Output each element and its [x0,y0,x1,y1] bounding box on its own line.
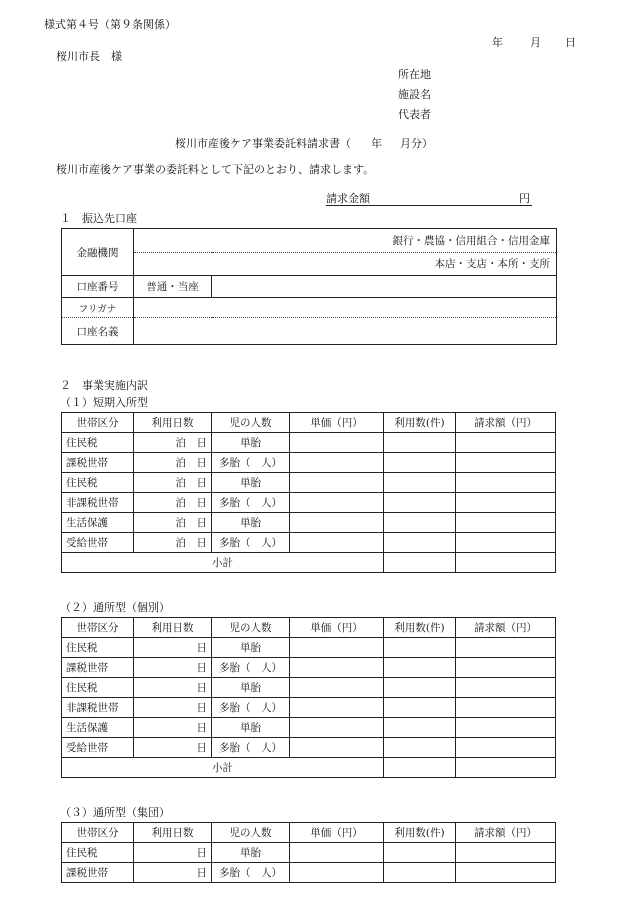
header-count: 利用数(件) [384,413,456,433]
facility-label: 施設名 [398,88,431,101]
days-cell: 日 [134,843,212,863]
header-count: 利用数(件) [384,823,456,843]
children-cell: 単胎 [212,843,290,863]
header-children: 児の人数 [212,618,290,638]
children-cell: 多胎（ 人） [212,453,290,473]
header-unit-price: 単価（円） [290,823,384,843]
table-row: 住民税 [62,433,134,453]
header-amount: 請求額（円） [456,823,556,843]
header-children: 児の人数 [212,413,290,433]
table-row: 受給世帯 [62,738,134,758]
days-cell: 泊 日 [134,513,212,533]
table-row: 課税世帯 [62,453,134,473]
form-number: 様式第４号（第９条関係） [44,18,176,31]
representative-label: 代表者 [398,108,431,121]
account-number-value [212,276,557,298]
days-cell: 日 [134,638,212,658]
days-cell: 泊 日 [134,453,212,473]
account-type: 普通・当座 [134,276,212,298]
account-name-value [134,318,557,345]
header-unit-price: 単価（円） [290,413,384,433]
amount-label: 請求金額 [326,192,370,205]
bank-types: 銀行・農協・信用組合・信用金庫 [134,229,557,253]
table-row: 住民税 [62,678,134,698]
header-amount: 請求額（円） [456,413,556,433]
table3-title: （３）通所型（集団） [60,806,170,819]
date-year: 年 [492,36,503,49]
header-days: 利用日数 [134,823,212,843]
title-main: 桜川市産後ケア事業委託料請求書（ [175,137,351,150]
children-cell: 多胎（ 人） [212,533,290,553]
table-row: 受給世帯 [62,533,134,553]
days-cell: 日 [134,698,212,718]
table-row: 生活保護 [62,513,134,533]
header-household: 世帯区分 [62,618,134,638]
header-household: 世帯区分 [62,413,134,433]
children-cell: 単胎 [212,718,290,738]
subtotal-label: 小計 [62,553,384,573]
table-row: 住民税 [62,638,134,658]
header-household: 世帯区分 [62,823,134,843]
header-days: 利用日数 [134,413,212,433]
children-cell: 単胎 [212,433,290,453]
furigana-label: フリガナ [62,298,134,318]
days-cell: 日 [134,658,212,678]
amount-line [326,190,532,206]
furigana-value [134,298,557,318]
days-cell: 泊 日 [134,433,212,453]
table-row: 非課税世帯 [62,698,134,718]
children-cell: 多胎（ 人） [212,698,290,718]
table-row: 生活保護 [62,718,134,738]
title-year: 年 [371,137,382,150]
table-row: 課税世帯 [62,658,134,678]
document-title [175,135,433,151]
short-stay-table [61,412,556,573]
children-cell: 多胎（ 人） [212,738,290,758]
table-row: 非課税世帯 [62,493,134,513]
children-cell: 多胎（ 人） [212,863,290,883]
days-cell: 日 [134,863,212,883]
title-month: 月分） [400,137,433,150]
children-cell: 多胎（ 人） [212,493,290,513]
subtotal-label: 小計 [62,758,384,778]
addressee: 桜川市長 様 [56,50,122,63]
date-month: 月 [530,36,541,49]
children-cell: 単胎 [212,638,290,658]
children-cell: 多胎（ 人） [212,658,290,678]
bank-account-table [61,228,557,345]
header-amount: 請求額（円） [456,618,556,638]
children-cell: 単胎 [212,513,290,533]
day-group-table [61,822,556,883]
days-cell: 泊 日 [134,533,212,553]
date-day: 日 [565,36,576,49]
table-row: 住民税 [62,473,134,493]
days-cell: 日 [134,738,212,758]
children-cell: 単胎 [212,473,290,493]
section2-heading: ２ 事業実施内訳 [60,379,148,392]
table1-title: （１）短期入所型 [60,396,148,409]
header-unit-price: 単価（円） [290,618,384,638]
account-name-label: 口座名義 [62,318,134,345]
intro-text: 桜川市産後ケア事業の委託料として下記のとおり、請求します。 [56,163,375,176]
table-row: 住民税 [62,843,134,863]
table-row: 課税世帯 [62,863,134,883]
header-days: 利用日数 [134,618,212,638]
days-cell: 日 [134,718,212,738]
branch-types: 本店・支店・本所・支所 [134,252,557,276]
bank-label: 金融機関 [62,229,134,276]
day-individual-table [61,617,556,778]
days-cell: 日 [134,678,212,698]
address-label: 所在地 [398,68,431,81]
account-number-label: 口座番号 [62,276,134,298]
amount-unit: 円 [519,192,530,205]
header-count: 利用数(件) [384,618,456,638]
table2-title: （２）通所型（個別） [60,601,170,614]
children-cell: 単胎 [212,678,290,698]
days-cell: 泊 日 [134,473,212,493]
section1-heading: １ 振込先口座 [60,212,137,225]
days-cell: 泊 日 [134,493,212,513]
header-children: 児の人数 [212,823,290,843]
